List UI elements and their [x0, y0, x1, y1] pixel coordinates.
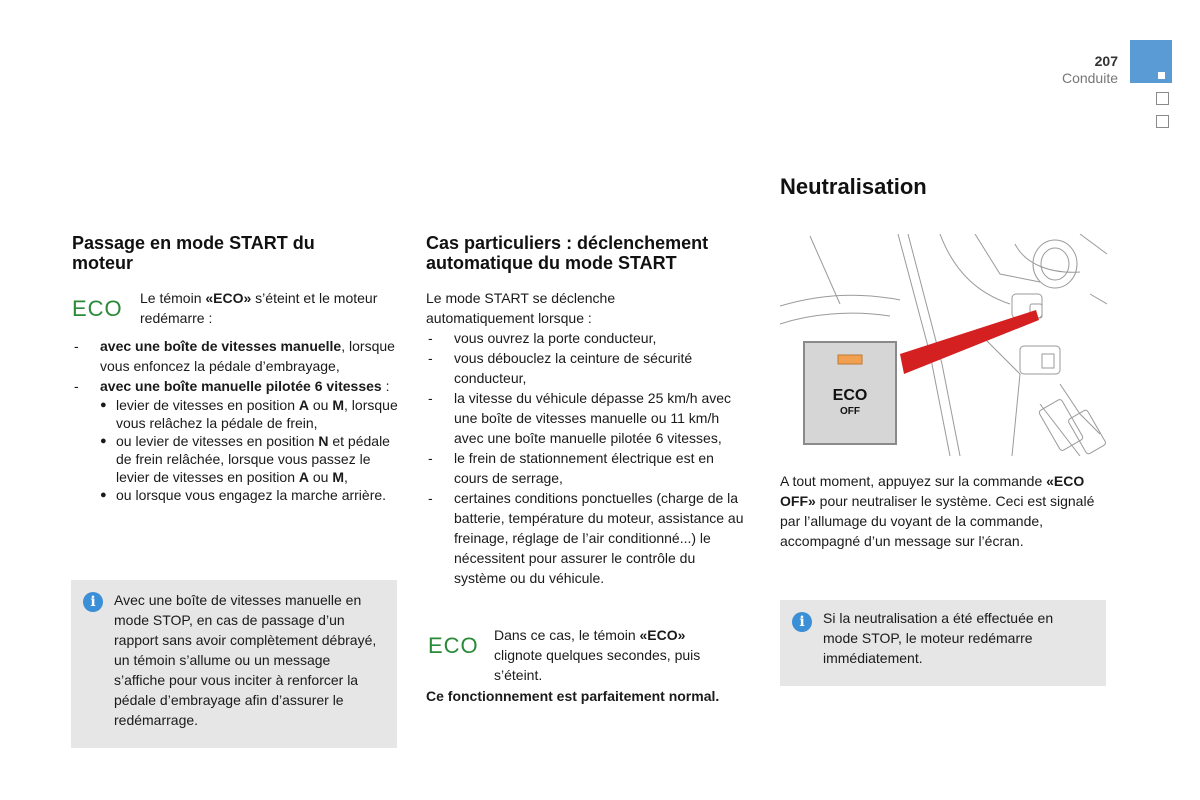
info-box: i Si la neutralisation a été effectuée en mode STOP, le moteur redémarre immédiatement.	[780, 600, 1106, 686]
page-number: 207	[1094, 53, 1118, 69]
eco-symbol-icon: ECO	[428, 633, 479, 658]
list-item: - la vitesse du véhicule dépasse 25 km/h avec une boîte de vitesses manuelle ou 11 km/h avec une boîte manuelle pilotée 6 vitesses,	[426, 388, 748, 448]
col2-conclusion: Ce fonctionnement est parfaitement normal.	[426, 688, 720, 704]
col1-eco-intro: Le témoin «ECO» s’éteint et le moteur redémarre :	[140, 290, 378, 326]
tab-box	[1156, 92, 1169, 105]
dashboard-illustration	[780, 234, 1107, 456]
info-icon: i	[83, 592, 103, 612]
info-icon: i	[792, 612, 812, 632]
list-item: - avec une boîte de vitesses manuelle, lorsque vous enfoncez la pédale d’embrayage,	[72, 336, 402, 376]
col3-heading: Neutralisation	[780, 174, 927, 199]
col2-eco-text: Dans ce cas, le témoin «ECO» clignote quelques secondes, puis s’éteint.	[494, 627, 701, 683]
info-box: i Avec une boîte de vitesses manuelle en mode STOP, en cas de passage d’un rapport sans avoir complètement débrayé, un témoin s’allume ou un message s’affiche pour vous inciter à renforcer la pédale d’embrayage afin d’assurer le redémarrage.	[71, 580, 397, 748]
col1-list	[72, 336, 402, 504]
col3-text: A tout moment, appuyez sur la commande «ECO OFF» pour neutraliser le système. Ceci est signalé par l’allumage du voyant de la commande, accompagné d’un message sur l’écran.	[780, 473, 1095, 549]
list-item: - avec une boîte manuelle pilotée 6 vitesses : ● levier de vitesses en position A ou M, lorsque vous relâchez la pédale de frein, ● ou levier de vitesses en position N et pédale de frein relâchée, lorsque vous passez le levier de vitesses en position A ou M, ● ou lorsque vous engagez la marche arrière.	[72, 376, 402, 504]
section-title: Conduite	[1061, 70, 1118, 86]
eco-symbol-icon: ECO	[72, 296, 123, 321]
sub-list-item: ● ou levier de vitesses en position N et pédale de frein relâchée, lorsque vous passez le levier de vitesses en position A ou M,	[100, 432, 402, 486]
chapter-tab-marker	[1158, 72, 1165, 79]
chapter-tab	[1130, 40, 1172, 83]
dashboard-drawing	[780, 234, 1107, 456]
button-label-main: ECO	[832, 387, 868, 404]
col2-heading: Cas particuliers : déclenchement automatique du mode START	[426, 233, 709, 273]
list-item: - vous débouclez la ceinture de sécurité conducteur,	[426, 348, 748, 388]
col2-list	[426, 328, 748, 588]
list-item: - le frein de stationnement électrique est en cours de serrage,	[426, 448, 748, 488]
sub-list-item: ● ou lorsque vous engagez la marche arrière.	[100, 486, 402, 504]
col2-intro: Le mode START se déclenche automatiquement lorsque :	[426, 290, 616, 326]
col1-heading: Passage en mode START du moteur	[72, 233, 315, 273]
lamp-indicator	[838, 355, 862, 364]
list-item: - certaines conditions ponctuelles (charge de la batterie, température du moteur, assistance au freinage, réglage de l’air conditionné...) le nécessitent pour assurer le contrôle du système ou du véhicule.	[426, 488, 748, 588]
list-item: - vous ouvrez la porte conducteur,	[426, 328, 748, 348]
sub-list-item: ● levier de vitesses en position A ou M, lorsque vous relâchez la pédale de frein,	[100, 396, 402, 432]
tab-box	[1156, 115, 1169, 128]
button-label-sub: OFF	[840, 406, 860, 417]
